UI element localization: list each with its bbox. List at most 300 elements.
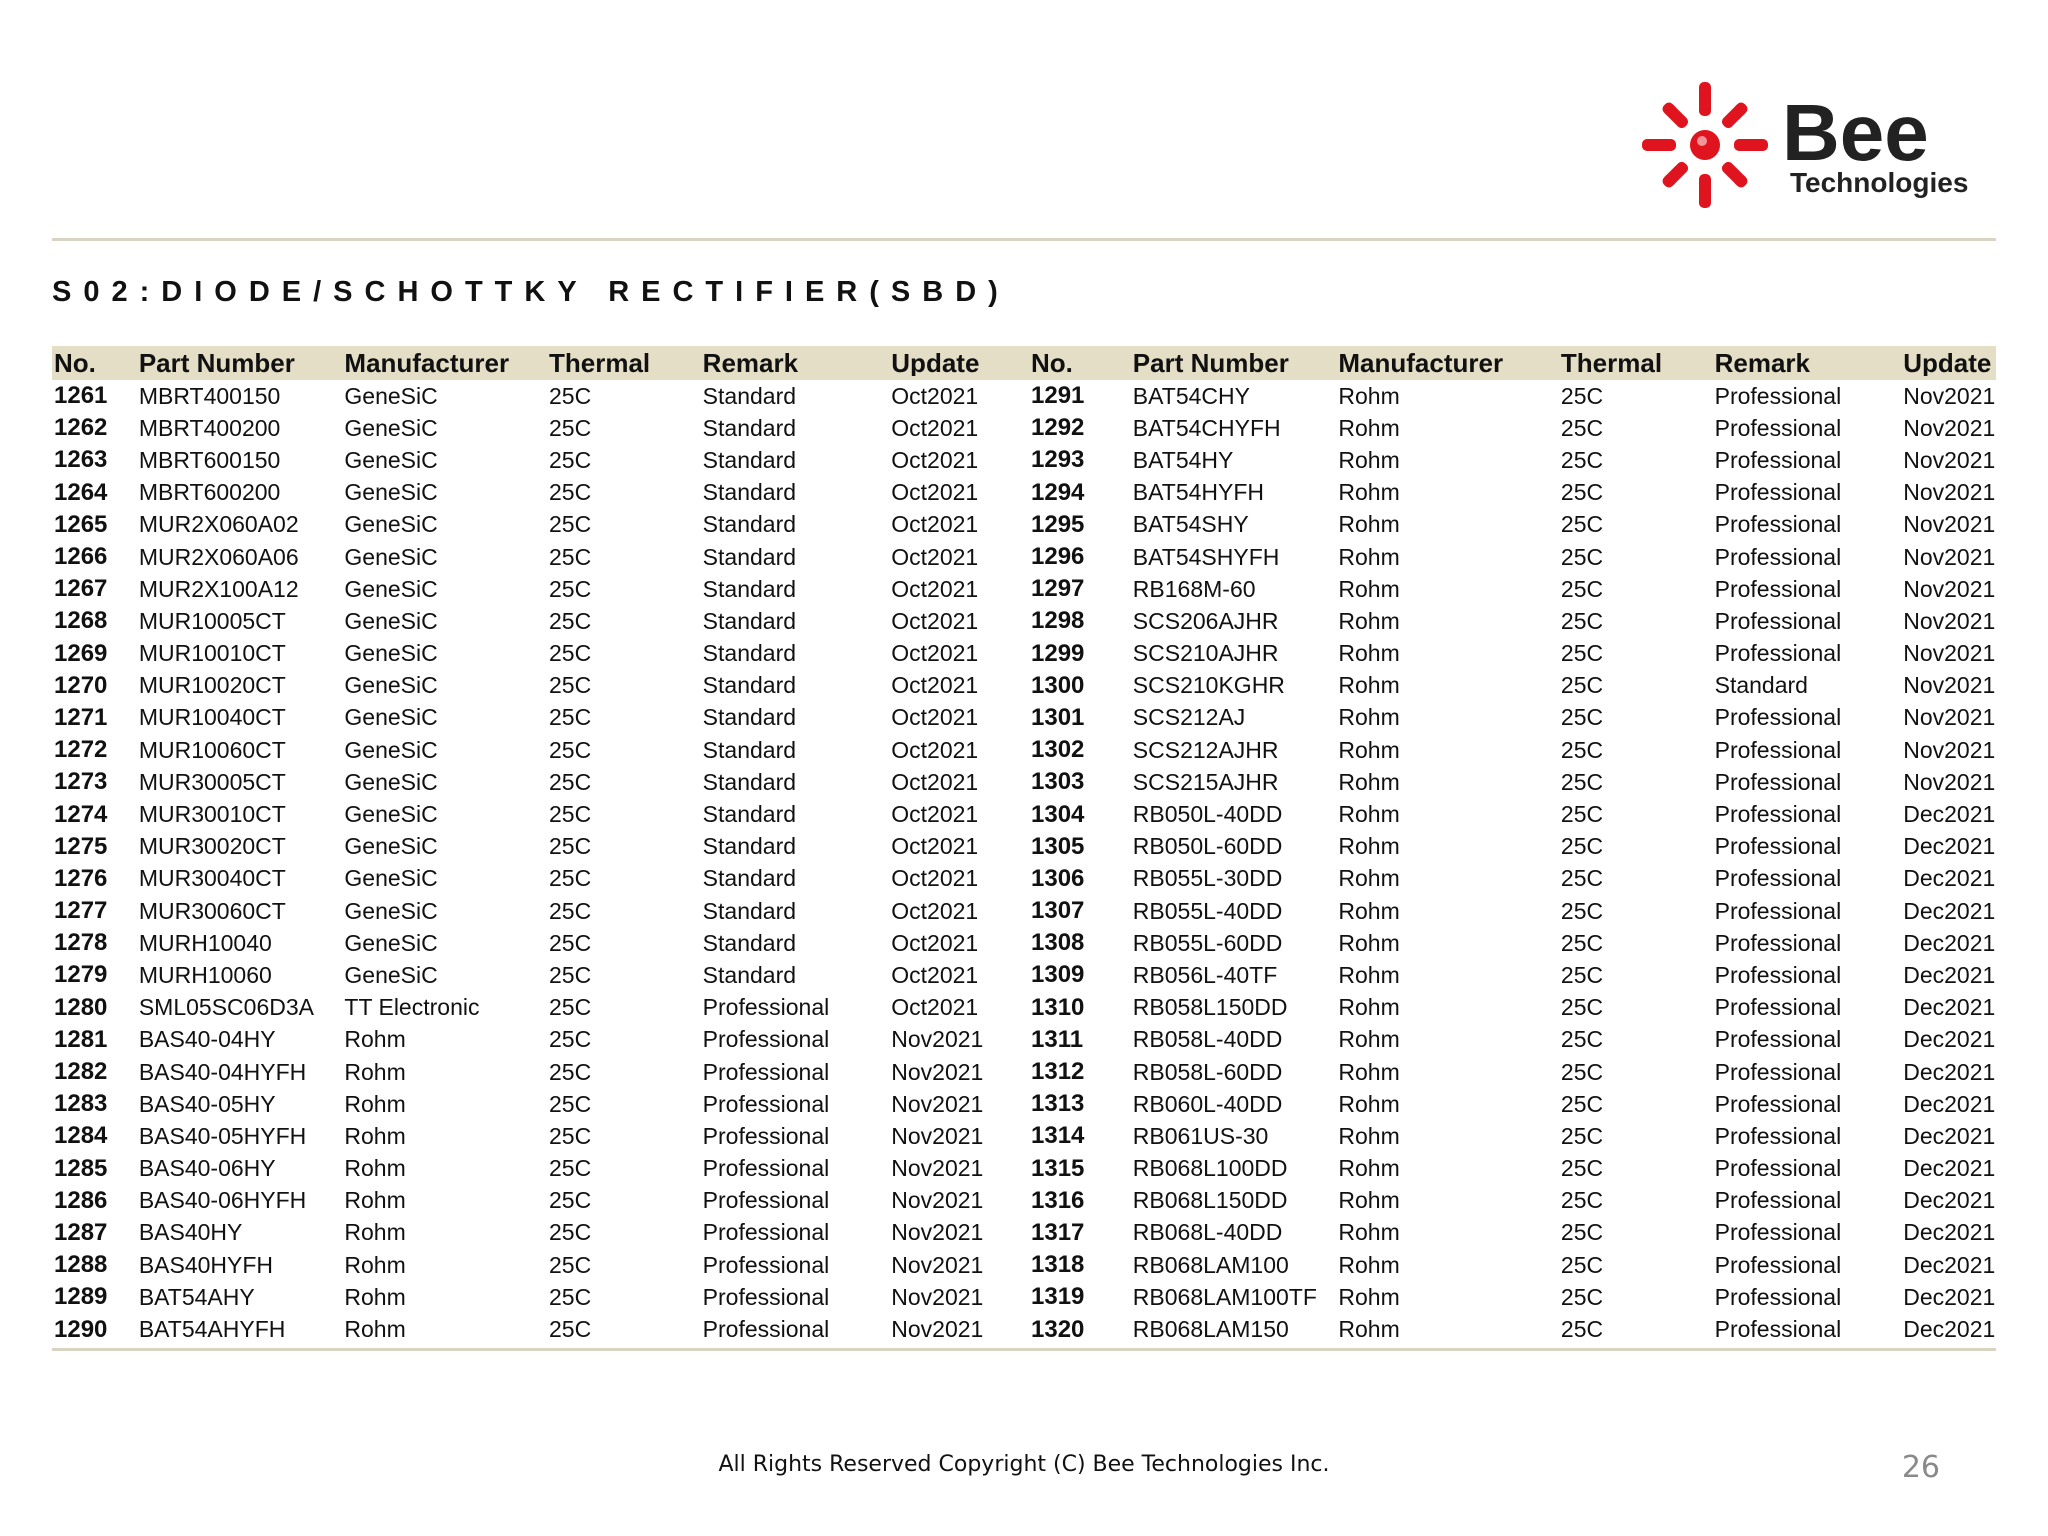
cell-part-number: BAS40HYFH <box>138 1253 274 1277</box>
table-row <box>52 1088 1996 1120</box>
section-title: S02:DIODE/SCHOTTKY RECTIFIER(SBD) <box>52 276 1010 308</box>
cell-remark: Professional <box>702 1092 830 1116</box>
table-row <box>52 605 1996 637</box>
cell-part-number: MUR10005CT <box>138 609 286 633</box>
cell-thermal: 25C <box>1560 384 1604 408</box>
cell-update: Nov2021 <box>891 1124 984 1148</box>
cell-part-number: BAT54SHYFH <box>1132 545 1280 569</box>
cell-manufacturer: GeneSiC <box>344 642 438 666</box>
cell-manufacturer: Rohm <box>344 1221 406 1245</box>
table-row <box>52 1185 1996 1217</box>
cell-no: 1290 <box>54 1317 108 1342</box>
table-row <box>52 541 1996 573</box>
cell-no: 1270 <box>54 673 108 698</box>
cell-manufacturer: Rohm <box>1338 867 1400 891</box>
cell-no: 1301 <box>1031 705 1085 730</box>
cell-thermal: 25C <box>548 835 592 859</box>
cell-update: Nov2021 <box>1903 481 1996 505</box>
cell-remark: Professional <box>1714 384 1842 408</box>
cell-manufacturer: GeneSiC <box>344 416 438 440</box>
cell-no: 1318 <box>1031 1253 1085 1278</box>
cell-manufacturer: Rohm <box>344 1060 406 1084</box>
cell-thermal: 25C <box>1560 416 1604 440</box>
header-thermal-right: Thermal <box>1560 350 1663 376</box>
cell-remark: Professional <box>702 996 830 1020</box>
cell-update: Dec2021 <box>1903 867 1996 891</box>
cell-no: 1311 <box>1031 1027 1084 1052</box>
cell-no: 1309 <box>1031 963 1085 988</box>
cell-thermal: 25C <box>548 1092 592 1116</box>
table-row <box>52 734 1996 766</box>
cell-remark: Professional <box>1714 481 1842 505</box>
cell-part-number: BAT54SHY <box>1132 513 1249 537</box>
cell-remark: Professional <box>702 1221 830 1245</box>
cell-part-number: RB061US-30 <box>1132 1124 1269 1148</box>
cell-part-number: MUR2X060A06 <box>138 545 299 569</box>
cell-part-number: BAS40-06HY <box>138 1157 276 1181</box>
cell-remark: Standard <box>702 481 797 505</box>
cell-part-number: MUR30060CT <box>138 899 286 923</box>
cell-part-number: BAS40HY <box>138 1221 243 1245</box>
cell-part-number: BAS40-04HY <box>138 1028 276 1052</box>
cell-remark: Professional <box>702 1253 830 1277</box>
cell-thermal: 25C <box>1560 867 1604 891</box>
cell-update: Oct2021 <box>891 642 979 666</box>
table-row <box>52 1056 1996 1088</box>
cell-manufacturer: Rohm <box>1338 416 1400 440</box>
cell-manufacturer: Rohm <box>344 1253 406 1277</box>
cell-update: Oct2021 <box>891 738 979 762</box>
cell-manufacturer: Rohm <box>1338 577 1400 601</box>
cell-thermal: 25C <box>548 1285 592 1309</box>
cell-remark: Standard <box>702 577 797 601</box>
cell-remark: Standard <box>702 674 797 698</box>
cell-update: Nov2021 <box>891 1285 984 1309</box>
cell-no: 1274 <box>54 802 108 827</box>
header-part-number-right: Part Number <box>1132 350 1289 376</box>
cell-manufacturer: Rohm <box>1338 1253 1400 1277</box>
cell-part-number: SML05SC06D3A <box>138 996 314 1020</box>
cell-part-number: MURH10060 <box>138 963 272 987</box>
cell-part-number: BAS40-04HYFH <box>138 1060 307 1084</box>
cell-part-number: RB050L-40DD <box>1132 803 1283 827</box>
cell-remark: Standard <box>702 609 797 633</box>
cell-update: Dec2021 <box>1903 996 1996 1020</box>
cell-no: 1320 <box>1031 1317 1085 1342</box>
cell-thermal: 25C <box>1560 770 1604 794</box>
cell-no: 1282 <box>54 1060 108 1085</box>
cell-manufacturer: GeneSiC <box>344 963 438 987</box>
table-row <box>52 959 1996 991</box>
cell-no: 1306 <box>1031 866 1085 891</box>
cell-no: 1291 <box>1031 384 1085 409</box>
table-row <box>52 702 1996 734</box>
cell-no: 1263 <box>54 448 108 473</box>
cell-manufacturer: TT Electronic <box>344 996 480 1020</box>
cell-remark: Professional <box>1714 1189 1842 1213</box>
table-row <box>52 895 1996 927</box>
cell-no: 1310 <box>1031 995 1085 1020</box>
cell-thermal: 25C <box>548 577 592 601</box>
cell-update: Oct2021 <box>891 481 979 505</box>
cell-manufacturer: GeneSiC <box>344 513 438 537</box>
cell-remark: Professional <box>1714 996 1842 1020</box>
table-header <box>52 346 1996 380</box>
cell-update: Dec2021 <box>1903 803 1996 827</box>
cell-no: 1273 <box>54 770 108 795</box>
cell-update: Dec2021 <box>1903 1060 1996 1084</box>
cell-part-number: MUR2X100A12 <box>138 577 299 601</box>
header-remark-right: Remark <box>1714 350 1811 376</box>
cell-update: Dec2021 <box>1903 1285 1996 1309</box>
cell-update: Nov2021 <box>891 1221 984 1245</box>
cell-manufacturer: GeneSiC <box>344 384 438 408</box>
cell-thermal: 25C <box>1560 738 1604 762</box>
cell-update: Nov2021 <box>891 1060 984 1084</box>
cell-manufacturer: Rohm <box>1338 738 1400 762</box>
cell-remark: Professional <box>1714 1060 1842 1084</box>
cell-thermal: 25C <box>548 706 592 730</box>
page-number: 26 <box>1901 1450 1940 1485</box>
cell-remark: Professional <box>1714 642 1842 666</box>
cell-remark: Professional <box>1714 513 1842 537</box>
cell-thermal: 25C <box>1560 642 1604 666</box>
cell-no: 1304 <box>1031 802 1085 827</box>
cell-remark: Professional <box>702 1060 830 1084</box>
cell-no: 1286 <box>54 1188 108 1213</box>
cell-remark: Professional <box>1714 931 1842 955</box>
cell-remark: Professional <box>1714 867 1842 891</box>
cell-no: 1261 <box>54 384 108 409</box>
cell-no: 1303 <box>1031 770 1085 795</box>
cell-part-number: MBRT400200 <box>138 416 281 440</box>
cell-update: Nov2021 <box>1903 545 1996 569</box>
cell-update: Oct2021 <box>891 706 979 730</box>
cell-manufacturer: GeneSiC <box>344 931 438 955</box>
cell-thermal: 25C <box>1560 577 1604 601</box>
starburst-icon <box>1642 82 1768 208</box>
table-row <box>52 798 1996 830</box>
cell-thermal: 25C <box>1560 899 1604 923</box>
header-manufacturer-right: Manufacturer <box>1338 350 1504 376</box>
cell-part-number: BAT54AHY <box>138 1285 255 1309</box>
table-row <box>52 1217 1996 1249</box>
cell-manufacturer: Rohm <box>344 1318 406 1342</box>
cell-remark: Professional <box>1714 803 1842 827</box>
cell-part-number: SCS210KGHR <box>1132 674 1285 698</box>
cell-no: 1284 <box>54 1124 108 1149</box>
logo-wordmark: Bee <box>1782 88 1929 177</box>
cell-thermal: 25C <box>1560 931 1604 955</box>
cell-update: Nov2021 <box>1903 416 1996 440</box>
cell-manufacturer: Rohm <box>344 1092 406 1116</box>
cell-part-number: MBRT600150 <box>138 448 281 472</box>
cell-part-number: RB055L-40DD <box>1132 899 1283 923</box>
header-update-right: Update <box>1903 350 1992 376</box>
cell-no: 1267 <box>54 577 108 602</box>
cell-remark: Professional <box>1714 448 1842 472</box>
cell-part-number: MBRT400150 <box>138 384 281 408</box>
cell-manufacturer: Rohm <box>344 1285 406 1309</box>
table-row <box>52 573 1996 605</box>
cell-remark: Professional <box>702 1189 830 1213</box>
cell-remark: Professional <box>1714 770 1842 794</box>
cell-manufacturer: Rohm <box>1338 1124 1400 1148</box>
cell-no: 1295 <box>1031 512 1085 537</box>
cell-manufacturer: GeneSiC <box>344 545 438 569</box>
cell-update: Dec2021 <box>1903 1092 1996 1116</box>
cell-update: Nov2021 <box>1903 674 1996 698</box>
cell-remark: Professional <box>1714 1318 1842 1342</box>
cell-part-number: RB068LAM100 <box>1132 1253 1289 1277</box>
cell-remark: Professional <box>1714 963 1842 987</box>
cell-manufacturer: GeneSiC <box>344 738 438 762</box>
cell-no: 1275 <box>54 834 108 859</box>
table-row <box>52 1153 1996 1185</box>
cell-no: 1300 <box>1031 673 1085 698</box>
cell-thermal: 25C <box>548 1060 592 1084</box>
cell-remark: Professional <box>1714 1285 1842 1309</box>
cell-update: Nov2021 <box>891 1318 984 1342</box>
header-thermal-left: Thermal <box>548 350 651 376</box>
cell-update: Oct2021 <box>891 513 979 537</box>
cell-no: 1288 <box>54 1253 108 1278</box>
cell-manufacturer: Rohm <box>1338 545 1400 569</box>
cell-part-number: RB068LAM100TF <box>1132 1285 1317 1309</box>
cell-manufacturer: GeneSiC <box>344 577 438 601</box>
cell-remark: Professional <box>1714 738 1842 762</box>
cell-update: Oct2021 <box>891 899 979 923</box>
cell-update: Dec2021 <box>1903 835 1996 859</box>
cell-update: Nov2021 <box>891 1189 984 1213</box>
cell-part-number: MUR10060CT <box>138 738 286 762</box>
cell-remark: Standard <box>702 931 797 955</box>
cell-update: Oct2021 <box>891 674 979 698</box>
cell-update: Dec2021 <box>1903 1157 1996 1181</box>
cell-manufacturer: Rohm <box>1338 1318 1400 1342</box>
cell-no: 1317 <box>1031 1220 1085 1245</box>
cell-remark: Standard <box>702 770 797 794</box>
table-row <box>52 670 1996 702</box>
cell-manufacturer: Rohm <box>344 1028 406 1052</box>
cell-no: 1272 <box>54 738 108 763</box>
cell-remark: Standard <box>702 803 797 827</box>
cell-manufacturer: Rohm <box>1338 770 1400 794</box>
cell-update: Nov2021 <box>1903 448 1996 472</box>
cell-thermal: 25C <box>1560 513 1604 537</box>
cell-part-number: MURH10040 <box>138 931 272 955</box>
cell-part-number: RB050L-60DD <box>1132 835 1283 859</box>
cell-no: 1279 <box>54 963 108 988</box>
cell-remark: Standard <box>702 384 797 408</box>
cell-remark: Professional <box>1714 1028 1842 1052</box>
cell-remark: Professional <box>1714 1253 1842 1277</box>
cell-no: 1264 <box>54 480 108 505</box>
header-no-left: No. <box>54 350 96 376</box>
cell-no: 1292 <box>1031 416 1085 441</box>
cell-update: Oct2021 <box>891 384 979 408</box>
cell-manufacturer: GeneSiC <box>344 803 438 827</box>
cell-update: Nov2021 <box>891 1253 984 1277</box>
cell-part-number: MUR10020CT <box>138 674 286 698</box>
cell-part-number: BAS40-05HYFH <box>138 1124 307 1148</box>
cell-thermal: 25C <box>548 770 592 794</box>
cell-no: 1312 <box>1031 1060 1085 1085</box>
cell-update: Nov2021 <box>891 1157 984 1181</box>
cell-update: Oct2021 <box>891 416 979 440</box>
cell-thermal: 25C <box>1560 674 1604 698</box>
cell-part-number: RB056L-40TF <box>1132 963 1278 987</box>
table-row <box>52 444 1996 476</box>
cell-update: Oct2021 <box>891 609 979 633</box>
cell-part-number: RB058L150DD <box>1132 996 1288 1020</box>
cell-thermal: 25C <box>1560 706 1604 730</box>
cell-remark: Standard <box>702 738 797 762</box>
cell-thermal: 25C <box>1560 1189 1604 1213</box>
cell-part-number: SCS212AJ <box>1132 706 1246 730</box>
cell-manufacturer: GeneSiC <box>344 706 438 730</box>
table-row <box>52 766 1996 798</box>
cell-manufacturer: Rohm <box>344 1189 406 1213</box>
cell-manufacturer: GeneSiC <box>344 899 438 923</box>
cell-remark: Professional <box>1714 835 1842 859</box>
cell-thermal: 25C <box>548 545 592 569</box>
cell-thermal: 25C <box>1560 1092 1604 1116</box>
cell-no: 1298 <box>1031 609 1085 634</box>
header-manufacturer-left: Manufacturer <box>344 350 510 376</box>
cell-thermal: 25C <box>548 1157 592 1181</box>
cell-part-number: RB060L-40DD <box>1132 1092 1283 1116</box>
cell-update: Nov2021 <box>1903 609 1996 633</box>
cell-manufacturer: GeneSiC <box>344 867 438 891</box>
cell-thermal: 25C <box>548 1318 592 1342</box>
cell-manufacturer: Rohm <box>1338 835 1400 859</box>
cell-thermal: 25C <box>1560 481 1604 505</box>
cell-manufacturer: Rohm <box>1338 706 1400 730</box>
cell-part-number: SCS210AJHR <box>1132 642 1279 666</box>
cell-part-number: BAT54CHY <box>1132 384 1250 408</box>
cell-manufacturer: Rohm <box>1338 1285 1400 1309</box>
header-part-number-left: Part Number <box>138 350 295 376</box>
cell-thermal: 25C <box>1560 963 1604 987</box>
cell-update: Nov2021 <box>1903 642 1996 666</box>
cell-update: Dec2021 <box>1903 899 1996 923</box>
cell-thermal: 25C <box>548 867 592 891</box>
cell-no: 1296 <box>1031 545 1085 570</box>
cell-manufacturer: Rohm <box>1338 1157 1400 1181</box>
table-row <box>52 1120 1996 1152</box>
cell-manufacturer: Rohm <box>1338 1060 1400 1084</box>
cell-part-number: RB068L-40DD <box>1132 1221 1283 1245</box>
parts-catalog-table <box>52 346 1996 1351</box>
cell-thermal: 25C <box>1560 609 1604 633</box>
cell-thermal: 25C <box>548 416 592 440</box>
cell-no: 1299 <box>1031 641 1085 666</box>
cell-part-number: RB058L-40DD <box>1132 1028 1283 1052</box>
cell-part-number: SCS212AJHR <box>1132 738 1279 762</box>
cell-thermal: 25C <box>548 931 592 955</box>
cell-manufacturer: Rohm <box>1338 513 1400 537</box>
cell-manufacturer: Rohm <box>1338 996 1400 1020</box>
cell-remark: Standard <box>702 448 797 472</box>
cell-update: Oct2021 <box>891 867 979 891</box>
cell-thermal: 25C <box>548 1028 592 1052</box>
cell-update: Dec2021 <box>1903 1253 1996 1277</box>
cell-manufacturer: GeneSiC <box>344 481 438 505</box>
cell-remark: Professional <box>1714 577 1842 601</box>
header-no-right: No. <box>1031 350 1073 376</box>
cell-remark: Standard <box>702 963 797 987</box>
cell-part-number: MUR30020CT <box>138 835 286 859</box>
cell-manufacturer: GeneSiC <box>344 609 438 633</box>
cell-thermal: 25C <box>1560 996 1604 1020</box>
copyright-footer: All Rights Reserved Copyright (C) Bee Technologies Inc. <box>718 1452 1330 1477</box>
cell-remark: Professional <box>702 1124 830 1148</box>
cell-manufacturer: Rohm <box>1338 1221 1400 1245</box>
cell-no: 1308 <box>1031 931 1085 956</box>
cell-update: Oct2021 <box>891 931 979 955</box>
table-row <box>52 992 1996 1024</box>
cell-update: Oct2021 <box>891 545 979 569</box>
cell-manufacturer: Rohm <box>1338 642 1400 666</box>
cell-no: 1314 <box>1031 1124 1085 1149</box>
cell-remark: Professional <box>702 1157 830 1181</box>
cell-no: 1281 <box>54 1027 108 1052</box>
cell-remark: Standard <box>702 706 797 730</box>
cell-no: 1285 <box>54 1156 108 1181</box>
cell-part-number: RB055L-60DD <box>1132 931 1283 955</box>
cell-no: 1280 <box>54 995 108 1020</box>
cell-no: 1265 <box>54 512 108 537</box>
cell-remark: Standard <box>702 416 797 440</box>
cell-remark: Professional <box>1714 899 1842 923</box>
cell-manufacturer: Rohm <box>1338 384 1400 408</box>
cell-no: 1289 <box>54 1285 108 1310</box>
cell-remark: Standard <box>1714 674 1808 698</box>
cell-update: Oct2021 <box>891 835 979 859</box>
cell-manufacturer: Rohm <box>1338 963 1400 987</box>
table-row <box>52 509 1996 541</box>
cell-part-number: RB055L-30DD <box>1132 867 1283 891</box>
cell-no: 1307 <box>1031 899 1085 924</box>
cell-remark: Professional <box>702 1285 830 1309</box>
cell-no: 1313 <box>1031 1092 1085 1117</box>
cell-update: Nov2021 <box>891 1092 984 1116</box>
cell-manufacturer: GeneSiC <box>344 448 438 472</box>
cell-no: 1266 <box>54 545 108 570</box>
table-row <box>52 477 1996 509</box>
cell-part-number: BAT54HYFH <box>1132 481 1265 505</box>
cell-update: Nov2021 <box>1903 706 1996 730</box>
table-row <box>52 1249 1996 1281</box>
cell-no: 1287 <box>54 1220 108 1245</box>
cell-part-number: RB068LAM150 <box>1132 1318 1289 1342</box>
cell-thermal: 25C <box>1560 835 1604 859</box>
cell-no: 1297 <box>1031 577 1085 602</box>
cell-thermal: 25C <box>548 513 592 537</box>
cell-manufacturer: GeneSiC <box>344 674 438 698</box>
cell-remark: Professional <box>1714 545 1842 569</box>
cell-manufacturer: Rohm <box>344 1157 406 1181</box>
logo-subtitle: Technologies <box>1790 167 1969 198</box>
cell-no: 1315 <box>1031 1156 1085 1181</box>
cell-part-number: RB068L150DD <box>1132 1189 1288 1213</box>
cell-manufacturer: Rohm <box>1338 1092 1400 1116</box>
cell-thermal: 25C <box>548 963 592 987</box>
cell-thermal: 25C <box>548 481 592 505</box>
cell-part-number: BAT54AHYFH <box>138 1318 286 1342</box>
cell-remark: Standard <box>702 513 797 537</box>
